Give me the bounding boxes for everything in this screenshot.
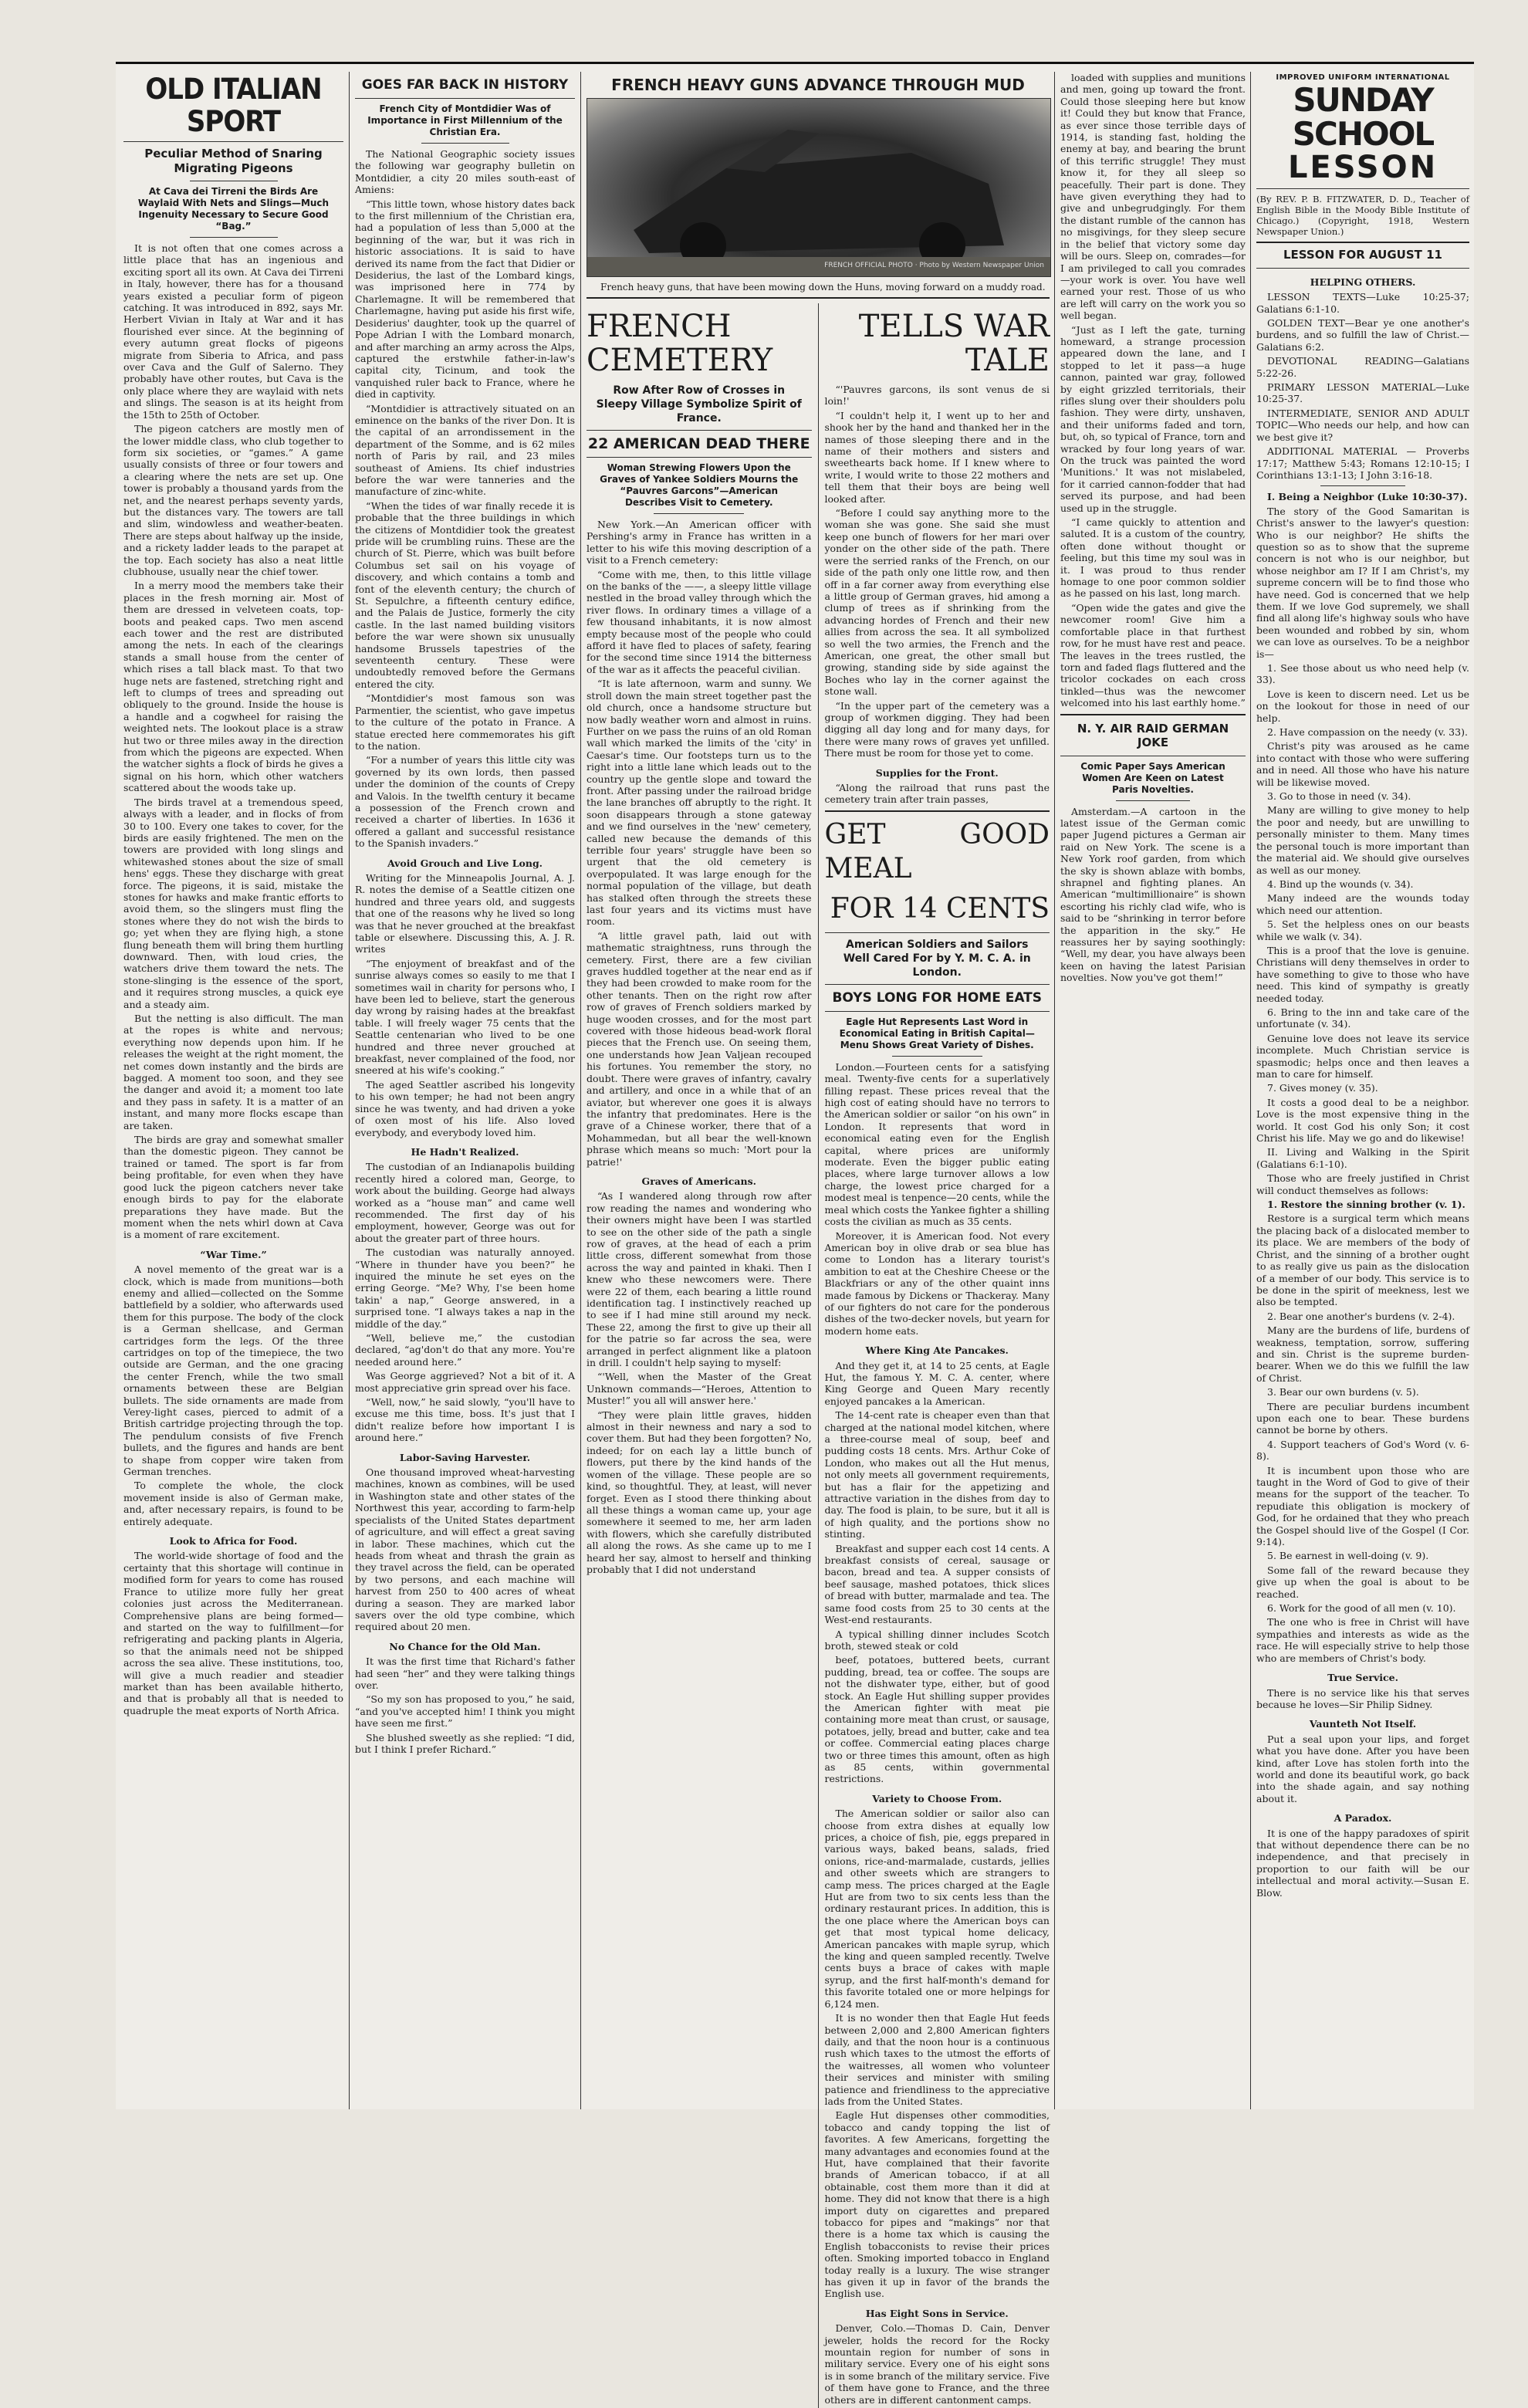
byline: (By REV. P. B. FITZWATER, D. D., Teacher of English Bible in the Moody Bible Institute of Chicago.) (Copyright, 1918, Western Newspaper Union.) [1256,194,1469,238]
headline-22-dead: 22 AMERICAN DEAD THERE [587,435,810,452]
paragraph: “So my son has proposed to you,” he said, “and you've accepted him! I think you might have seen me first.” [355,1693,575,1730]
article-body [123,242,343,1241]
paragraph: Put a seal upon your lips, and forget what you have done. After you have been kind, after Love has stolen forth into the world and done its beautiful work, go back into the shade again, and say nothing about it. [1256,1733,1469,1804]
paragraph: 4. Bind up the wounds (v. 34). [1267,878,1414,890]
paragraph: Many are willing to give money to help the poor and needy, but are unwilling to personally minister to them. Many times the personal touch is more important than the material aid. We should give ourselves as well as our money. [1256,804,1469,876]
newspaper-page [116,62,1474,2406]
headline-meal-1: GET GOOD MEAL [824,818,1050,884]
paragraph: This is a proof that the love is genuine. Christians will deny themselves in order to have something to give to those who have need. This kind of sympathy is greatly needed today. [1256,944,1469,1004]
paragraph: To complete the whole, the clock movement inside is also of German make, and, after necessary repairs, is found to be entirely adequate. [123,1480,343,1527]
paragraph: “In the upper part of the cemetery was a group of workmen digging. They had been digging all day long and for many days, for there were many rows of graves yet unfilled. There must be room for those yet to come. [824,699,1050,759]
subhead-true-service: True Service. [1327,1672,1398,1684]
cannon-illustration-icon [587,99,1050,276]
photo-credit: FRENCH OFFICIAL PHOTO · Photo by Western Newspaper Union [824,261,1044,269]
paragraph: One thousand improved wheat-harvesting machines, known as combines, will be used in Washington state and other states of the Northwest this year, according to farm-help specialists of the United States department of agriculture, and will effect a great saving in labor. These machines, which cut the heads from wheat and thrash the grain as they travel across the field, can be operated by two persons, and each machine will harvest from 250 to 400 acres of wheat during a season. They are marked labor savers over the old type combine, which required about 20 men. [355,1466,575,1633]
column-rule [1054,72,1055,2109]
deck-paris-novelties: Comic Paper Says American Women Are Keen on Latest Paris Novelties. [1080,760,1225,795]
subhead-harvester: Labor-Saving Harvester. [399,1451,531,1463]
paragraph: Love is keen to discern need. Let us be on the lookout for those in need of our help. [1256,688,1469,724]
deck-pigeons: Peculiar Method of Snaring Migrating Pigeons [144,147,323,175]
paragraph: “Just as I left the gate, turning homeward, a strange procession appeared down the lane, and I stopped to let it pass—a huge cannon, painted war gray, followed by eight grizzled territorials, their rifles slung over their shoulders polu fashion. They were dirty, unshaven, and their uniforms faded and torn, but, oh, so typical of France, torn and wracked by four long years of war. On the truck was painted the word 'Munitions.' It was not mislabeled, for it carried cannon-fodder that had served its purpose, and had been used up in the struggle. [1060,323,1246,514]
paragraph: New York.—An American officer with Pershing's army in France has written in a letter to his wife this moving description of a visit to a French cemetery: [587,519,812,566]
paragraph: II. Living and Walking in the Spirit (Galatians 6:1-10). [1256,1146,1469,1170]
column-3-4 [587,72,1050,2406]
subhead-eight-sons: Has Eight Sons in Service. [865,2307,1009,2319]
sunday-school-title: SUNDAY SCHOOL [1292,81,1434,154]
headline-history: GOES FAR BACK IN HISTORY [361,77,569,93]
golden-text: GOLDEN TEXT—Bear ye one another's burdens, and so fulfill the law of Christ.—Galatians 6:2. [1256,317,1469,353]
deck-ymca: American Soldiers and Sailors Well Cared For by Y. M. C. A. in London. [843,938,1031,979]
paragraph: The world-wide shortage of food and the certainty that this shortage will continue in modified form for years to come has roused France to utilize more fully her great colonies just across the Mediterranean. Comprehensive plans are being formed—and started on the way to fulfillment—for refrigerating and packing plants in Algeria, so that the animals need not be shipped across the sea alive. These institutions, too, will give a much readier and steadier market than has been available hitherto, and that is probably all that is needed to quadruple the meat exports of North Africa. [123,1550,343,1716]
paragraph: Breakfast and supper each cost 14 cents. A breakfast consists of cereal, sausage or bacon, bread and tea. A supper consists of beef sausage, mashed potatoes, thick slices of bread with butter, marmalade and tea. The same food costs from 25 to 30 cents at the West-end restaurants. [824,1542,1050,1626]
subhead-king-pancakes: Where King Ate Pancakes. [865,1344,1009,1357]
subhead-paradox: A Paradox. [1334,1812,1392,1825]
paragraph: “As I wandered along through row after row reading the names and wondering who their owners might have been I was startled to see on the other side of the path a single row of graves, at the head of each a prim little cross, different somewhat from those across the way and painted in khaki. Then I knew who these newcomers were. There were 22 of them, each bearing a little round identification tag. I instinctively reached up to see if I had mine still around my neck. These 22, among the first to give up their all for the patrie so far across the sea, were arranged in perfect alignment like a platoon in drill. I couldn't help saying to myself: [587,1190,812,1369]
column-1 [123,72,343,2109]
paragraph: 6. Bring to the inn and take care of the unfortunate (v. 34). [1256,1006,1469,1030]
lesson-title: LESSON [1287,150,1438,186]
paragraph: “Well, believe me,” the custodian declared, “ag'don't do that any more. You're needed around here.” [355,1332,575,1368]
paragraph: She blushed sweetly as she replied: “I did, but I think I prefer Richard.” [355,1731,575,1755]
paragraph: 3. Bear our own burdens (v. 5). [1267,1386,1419,1398]
paragraph: Those who are freely justified in Christ will conduct themselves as follows: [1256,1172,1469,1196]
lesson-text: ADDITIONAL MATERIAL — Proverbs 17:17; Matthew 5:43; Romans 12:10-15; I Corinthians 13:1-13; I John 3:16-18. [1256,445,1469,481]
lesson-date: LESSON FOR AUGUST 11 [1283,248,1442,262]
column-6 [1256,72,1469,2109]
subhead-realized: He Hadn't Realized. [411,1145,519,1158]
paragraph: I. Being a Neighbor (Luke 10:30-37). [1267,491,1468,503]
lesson-text: DEVOTIONAL READING—Galatians 5:22-26. [1256,355,1469,379]
paragraph: There are peculiar burdens incumbent upon each one to bear. These burdens cannot be borne by others. [1256,1400,1469,1436]
subhead-supplies: Supplies for the Front. [875,766,999,779]
paragraph: Denver, Colo.—Thomas D. Cain, Denver jeweler, holds the record for the Rocky mountain region for number of sons in military service. Every one of his eight sons is in some branch of the military service. Five of them have gone to France, and the three others are in different cantonment camps. [824,2322,1050,2406]
paragraph: The one who is free in Christ will have sympathies and interests as wide as the race. He will especially strive to help those who are members of Christ's body. [1256,1616,1469,1664]
paragraph: “They were plain little graves, hidden almost in their newness and nary a sod to cover them. But had they been forgotten? No, indeed; for on each lay a little bunch of flowers, put there by the kind hands of the women of the village. These people are so kind, so thoughtful. They, at least, will never forget. Even as I stood there thinking about all these things a woman came up, your age somewhere it seemed to me, her arm laden with flowers, which she carefully distributed all along the rows. As she came up to me I heard her say, almost to herself and thinking probably that I did not understand [587,1409,812,1575]
deck-eagle-hut: Eagle Hut Represents Last Word in Economical Eating in British Capital—Menu Shows Great Variety of Dishes. [839,1016,1035,1050]
paragraph: There is no service like his that serves because he loves—Sir Philip Sidney. [1256,1686,1469,1710]
paragraph: The aged Seattler ascribed his longevity to his own temper; he had not been angry since he was twenty, and had driven a yoke of oxen most of his life. Also loved everybody, and everybody loved him. [355,1078,575,1138]
subhead-graves: Graves of Americans. [641,1175,756,1187]
headline-cemetery-2: TELLS WAR TALE [858,309,1050,378]
column-rule [818,303,819,2408]
paragraph: The pigeon catchers are mostly men of the lower middle class, who club together to form six societies, or “games.” A game usually consists of three or four towers and a clearing where the nets are set up. One tower is probably a thousand yards from the net, and the nearest perhaps seventy yards, but the distances vary. The towers are tall and slim, windowless and weather-beaten. There are steps about halfway up the inside, and a rickety ladder leads to the parapet at the top. Each society has also a neat little clubhouse, usually near the chief tower. [123,423,343,577]
paragraph: The National Geographic society issues the following war geography bulletin on Montdidier, a city 20 miles south-east of Amiens: [355,148,575,196]
paragraph: And they get it, at 14 to 25 cents, at Eagle Hut, the famous Y. M. C. A. center, where King George and Queen Mary recently enjoyed pancakes a la American. [824,1359,1050,1407]
paragraph: 7. Gives money (v. 35). [1267,1082,1378,1094]
paragraph: “'Well, when the Master of the Great Unknown commands—“Heroes, Attention to Muster!” you all will answer here.' [587,1371,812,1407]
paragraph: 5. Be earnest in well-doing (v. 9). [1267,1550,1429,1562]
subhead-variety: Variety to Choose From. [872,1792,1002,1804]
paragraph: The birds travel at a tremendous speed, always with a leader, and in flocks of from 30 to 100. Every one takes to cover, for the birds are easily frightened. The men on the towers are provided with long slings and whitewashed stones about the size of small hens' eggs. These they discharge with great force. The pigeons, it is said, mistake the stones for hawks and make frantic efforts to avoid them, so the slingers must fling the stones where they do not wish the birds to go; yet when they are flying high, a stone flung beneath them will bring them hurtling downward. Then, with loud cries, the watchers drive them toward the nets. The stone-slinging is the essence of the sport, and it requires strong muscles, a quick eye and a steady aim. [123,796,343,1010]
paragraph: 3. Go to those in need (v. 34). [1267,790,1411,803]
subhead-grouch: Avoid Grouch and Live Long. [387,857,543,869]
paragraph: Many are the burdens of life, burdens of weakness, temptation, sorrow, suffering and sin. Christ is the supreme burden-bearer. When we do this we fulfill the law of Christ. [1256,1324,1469,1384]
deck-montdidier: French City of Montdidier Was of Importance in First Millennium of the Christian Era. [367,103,563,137]
subhead-war-time: “War Time.” [200,1248,267,1260]
paragraph: The custodian was naturally annoyed. “Where in thunder have you been?” he inquired the minute he set eyes on the erring George. “Me? Why, I'se been home takin' a nap,” George answered, in a surprised tone. “I always takes a nap in the middle of the day.” [355,1246,575,1330]
paragraph: 2. Have compassion on the needy (v. 33). [1267,726,1468,739]
paragraph: loaded with supplies and munitions and men, going up toward the front. Could those sleeping here but know it! Could they but know that France, as ever since those terrible days of 1914, is standing fast, holding the enemy at bay, and bearing the brunt of this terrific struggle! They must know it, for they all sleep so peacefully. Their part is done. They have given everything they had to give and unbegrudgingly. For them the distant rumble of the cannon has no misgivings, for they sleep secure in the belief that victory some day will be ours. Sleep on, comrades—for I am privileged to call you comrades—your work is over. You have well earned your rest. Those of us who are left will carry on the work you so well began. [1060,72,1246,322]
paragraph: In a merry mood the members take their places in the fresh morning air. Most of them are dressed in velveteen coats, top-boots and peaked caps. Two men ascend each tower and the rest are distributed among the nets. In each of the clearings stands a small house from the center of which rises a tall black mast. To that two huge nets are fastened, stretching right and left to clumps of trees and spreading out obliquely to the ground. Inside the house is a handle and a cogwheel for raising the weighted nets. The lookout place is a straw hut two or three miles away in the direction from which the pigeons are expected. When the watcher sights a flock of birds he gives a signal on his horn, which other watchers scattered about the woods take up. [123,580,343,794]
subhead-old-man: No Chance for the Old Man. [389,1640,541,1652]
paragraph: 1. Restore the sinning brother (v. 1). [1267,1199,1465,1211]
lesson-topic: HELPING OTHERS. [1310,276,1416,288]
paragraph: But the netting is also difficult. The man at the ropes is white and nervous; everything now depends upon him. If he releases the weight at the right moment, the net comes down instantly and the birds are bagged. A moment too soon, and they see the danger and avoid it; a moment too late and they pass in safety. It is a matter of an instant, and many more flocks escape than are taken. [123,1013,343,1131]
deck-cava: At Cava dei Tirreni the Birds Are Waylaid With Nets and Slings—Much Ingenuity Necessary to Secure Good “Bag.” [137,186,330,232]
paragraph: “This little town, whose history dates back to the first millennium of the Christian era, had a population of less than 5,000 at the beginning of the war, but it was rich in historic associations. It is said to have derived its name from the fact that Didier or Desiderius, the last of the Lombard kings, was imprisoned here in 774 by Charlemagne. It will be remembered that Charlemagne, having put aside his first wife, Desiderius' daughter, took up the quarrel of Pope Adrian I with the Lombard monarch, and after marching an army across the Alps, captured the erstwhile father-in-law's capital city, Ticinum, and took the vanquished ruler back to France, where he died in captivity. [355,198,575,401]
paragraph: Eagle Hut dispenses other commodities, tobacco and candy topping the list of favorites. A few Americans, forgetting the many advantages and economies found at the Hut, have complained that their favorite brands of American tobacco, if at all obtainable, cost them more than it did at home. They did not know that there is a high import duty on cigarettes and prepared tobacco for pipes and “makings” nor that there is a home tax which is causing the English tobacconists to revise their prices often. Smoking imported tobacco in England today really is a luxury. The wise stranger has given it up in favor of the brands the English use. [824,2109,1050,2300]
column-rule [580,72,581,2109]
paragraph: 1. See those about us who need help (v. 33). [1256,662,1469,686]
paragraph: London.—Fourteen cents for a satisfying meal. Twenty-five cents for a superlatively filling repast. These prices reveal that the high cost of eating should have no terrors to the American soldier or sailor “on his own” in London. It represents that word in economical eating even for the English capital, where prices are uniformly moderate. Even the bigger public eating places, where large turnover allows a low charge, the lowest price charged for a modest meal is tenpence—20 cents, while the meal which costs the Yankee fighter a shilling costs the civilian as much as 35 cents. [824,1060,1050,1228]
paragraph: Was George aggrieved? Not a bit of it. A most appreciative grin spread over his face. [355,1370,575,1394]
paragraph: “When the tides of war finally recede it is probable that the three buildings in which the citizens of Montdidier took the greatest pride will be crumbling ruins. These are the church of St. Pierre, which was built before Columbus set sail on his voyage of discovery, and which contains a tomb and font of the eleventh century; the church of St. Sepulchre, a fifteenth century edifice, and the Palais de Justice, formerly the city castle. In the last named building visitors before the war were shown six unusually handsome Brussels tapestries of the seventeenth century. These were undoubtedly removed before the Germans entered the city. [355,499,575,690]
paragraph: A novel memento of the great war is a clock, which is made from munitions—both enemy and allied—collected on the Somme battlefield by a soldier, who afterwards used them for this purpose. The body of the clock is a German shellcase, and German cartridges form the legs. Of the three cartridges on top of the timepiece, the two outside are German, and the one gracing the center French, while the two small ornaments between these are Belgian bullets. The side ornaments are made from Verey-light cases, pierced to admit of a British cartridge projecting through the top. The pendulum consists of five French bullets, and the figures and hands are bent to shape from copper wire taken from German trenches. [123,1263,343,1478]
paragraph: “'Pauvres garcons, ils sont venus de si loin!' [824,384,1050,408]
paragraph: “For a number of years this little city was governed by its own lords, then passed under the dominion of the counts of Crepy and Valois. In the twelfth century it became a possession of the French crown and received a charter of liberties. In 1636 it offered a gallant and successful resistance to the Spanish invaders.” [355,754,575,850]
headline-old-italian-sport: OLD ITALIAN SPORT [145,73,322,139]
paragraph: beef, potatoes, buttered beets, currant pudding, bread, tea or coffee. The soups are not the dishwater type, either, but of good stock. An Eagle Hut shilling supper provides the American fighter with meat pie containing more meat than crust, or sausage, potatoes, jelly, bread and butter, cake and tea or coffee. Commercial eating places charge two or three times this amount, often as high as 85 cents, within governmental restrictions. [824,1654,1050,1785]
paragraph: Genuine love does not leave its service incomplete. Much Christian service is spasmodic; helps once and then leaves a man to care for himself. [1256,1032,1469,1080]
paragraph: “Before I could say anything more to the woman she was gone. She said she must keep one bunch of flowers for her mari over yonder on the other side of the path. There were the serried ranks of the French, on our side of the path only one little row, and then off in a far corner away from everything else a little group of German graves, hid among a clump of trees as if shrinking from the advancing hordes of French and their new allies from across the sea. It all symbolized so well the two armies, the French and the American, one great, the other small but growing, standing side by side against the Boches who lay in the corner against the stone wall. [824,507,1050,698]
paragraph: “Well, now,” he said slowly, “you'll have to excuse me this time, boss. It's just that I didn't realize before how important I is around here.” [355,1396,575,1444]
paragraph: “It is late afternoon, warm and sunny. We stroll down the main street together past the old church, once a handsome structure but now badly weather worn and almost in ruins. Further on we pass the ruins of an old Roman wall which marked the limits of the 'city' in Caesar's time. Our footsteps turn us to the right into a little lane which leads out to the country up the gentle slope and toward the front. After passing under the railroad bridge the lane branches off abruptly to the right. It soon disappears through a stone gateway and we find ourselves in the 'new' cemetery, called new because the demands of this terrible four years' struggle have been so urgent that the old cemetery is overpopulated. It was large enough for the normal population of the village, but death has stalked often through the streets these last four years and its victims must have room. [587,678,812,928]
deck-woman-flowers: Woman Strewing Flowers Upon the Graves of Yankee Soldiers Mourns the “Pauvres Garcons”—American Describes Visit to Cemetery. [600,462,799,508]
paragraph: It is not often that one comes across a little place that has an ingenious and exciting sport all its own. At Cava dei Tirreni in Italy, however, there has for a thousand years existed a peculiar form of pigeon catching. It was introduced in 892, says Mr. Herbert Vivian in Italy at War and it has flourished ever since. At the beginning of every autumn great flocks of pigeons migrate from Siberia to Africa, and pass over Cava and the Gulf of Salerno. They probably have other routes, but Cava is the only place where they are waylaid with nets and slings. The season is at its height from the 15th to 25th of October. [123,242,343,421]
paragraph: Christ's pity was aroused as he came into contact with those who were suffering and in need. All those who have his nature will be likewise moved. [1256,740,1469,788]
paragraph: “A little gravel path, laid out with mathematic straightness, runs through the cemetery. First, there are a few civilian graves huddled together at the near end as if they had been crowded to make room for the other tenants. Then on the right row after row of graves of French soldiers marked by huge wooden crosses, and for the most part covered with those hideous bead-work floral pieces that the French use. On seeing them, one understands how Jean Valjean recouped his fortunes. You remember the story, no doubt. There were graves of infantry, cavalry and artillery, and once in a while that of an aviator, but wherever one goes it is always the infantry that predominates. Here is the grave of a Chinese worker, there that of a Mohammedan, but all bear the well-known phrase which means so much: 'Mort pour la patrie!' [587,929,812,1168]
paragraph: Restore is a surgical term which means the placing back of a dislocated member to its place. We are members of the body of Christ, and the sinning of a brother ought to as really give us pain as the dislocation of a member of our body. This service is to be done in the spirit of meekness, lest we also be tempted. [1256,1212,1469,1308]
paragraph: Some fall of the reward because they give up when the goal is about to be reached. [1256,1564,1469,1600]
subhead-africa: Look to Africa for Food. [169,1535,298,1547]
paragraph: It costs a good deal to be a neighbor. Love is the most expensive thing in the world. It cost God his only Son; it cost Christ his life. May we go and do likewise! [1256,1096,1469,1145]
paragraph: “Come with me, then, to this little village on the banks of the ——, a sleepy little village nestled in the broad valley through which the river flows. In ordinary times a village of a few thousand inhabitants, it is now almost empty because most of the people who could afford it have fled to places of safety, fearing for the second time since 1914 the bitterness of the war as it affects the peaceful civilian. [587,568,812,675]
headline-air-raid-joke: N. Y. AIR RAID GERMAN JOKE [1077,721,1229,749]
paragraph: “Open wide the gates and give the newcomer room! Give him a comfortable place in that furthest row, for he must have rest and peace. The leaves in the trees rustled, the torn and faded flags fluttered and the tricolor cockades on each cross tinkled—thus was the newcomer welcomed into his last earthly home.” [1060,601,1246,709]
paragraph: The 14-cent rate is cheaper even than that charged at the national model kitchen, where a three-course meal of soup, beef and pudding costs 18 cents. Mrs. Arthur Coke of London, who makes out all the Hut menus, not only meets all government requirements, but has a flair for the appetizing and attractive variation in the dishes from day to day. The food is plain, to be sure, but it all is of high quality, and the portions show no stinting. [824,1409,1050,1541]
paragraph: The story of the Good Samaritan is Christ's answer to the lawyer's question: Who is our neighbor? He shifts the question so as to show that the supreme concern is not who is our neighbor, but whose neighbor am I? If I am Christ's, my supreme concern will be to find those who have need. God is concerned that we help them. If we love God supremely, we shall find all along life's highway souls who have been wounded and robbed by sin, whom we can love as ourselves. To be a neighbor is— [1256,505,1469,660]
paragraph: It is one of the happy paradoxes of spirit that without dependence there can be no independence, and that precisely in proportion to our faith will be our intellectual and moral activity.—Susan E. Blow. [1256,1827,1469,1899]
paragraph: The birds are gray and somewhat smaller than the domestic pigeon. They cannot be trained or tamed. The sport is far from being profitable, for even when they have good luck the pigeon catchers never take enough birds to pay for the elaborate preparations they have made. But the moment when the nets whirl down at Cava is a moment of rare excitement. [123,1134,343,1241]
cemetery-right [825,303,1050,2408]
paragraph: The custodian of an Indianapolis building recently hired a colored man, George, to work about the building. George had always worked as a “house man” and came well recommended. The first day of his employment, however, George was out for about the greater part of three hours. [355,1161,575,1244]
paragraph: It was the first time that Richard's father had seen “her” and they were talking things over. [355,1656,575,1691]
column-5 [1060,72,1246,2109]
paragraph: “I came quickly to attention and saluted. It is a custom of the country, often done without thought or feeling, but this time my soul was in it. I was proud to thus render homage to one poor common soldier as he passed on his last, long march. [1060,516,1246,600]
paragraph: It is no wonder then that Eagle Hut feeds between 2,000 and 2,800 American fighters daily, and that the noon hour is a continuous rush which taxes to the utmost the efforts of the waitresses, all women who volunteer their services and minister with smiling patience and friendliness to the appreciative lads from the United States. [824,2012,1050,2107]
paragraph: A typical shilling dinner includes Scotch broth, stewed steak or cold [824,1628,1050,1652]
paragraph: Moreover, it is American food. Not every American boy in olive drab or sea blue has come to London has a literary tourist's ambition to eat at the Cheshire Cheese or the Blackfriars or any of the other quaint inns made famous by Dickens or Thackeray. Many of our fighters do not care for the ponderous dishes of the two-decker novels, but yearn for modern home eats. [824,1229,1050,1337]
paragraph: 2. Bear one another's burdens (v. 2-4). [1267,1310,1455,1322]
lesson-text: LESSON TEXTS—Luke 10:25-37; Galatians 6:1-10. [1256,291,1469,315]
photo-caption: French heavy guns, that have been mowing down the Huns, moving forward on a muddy road. [600,282,1046,293]
improved-uniform: IMPROVED UNIFORM INTERNATIONAL [1276,73,1450,82]
column-2 [355,72,575,2109]
lesson-text: INTERMEDIATE, SENIOR AND ADULT TOPIC—Who needs our help, and how can we best give it? [1256,407,1469,443]
paragraph: It is incumbent upon those who are taught in the Word of God to give of their means for the support of the teacher. To repudiate this obligation is mockery of God, for he ordained that they who preach the Gospel should live of the Gospel (I Cor. 9:14). [1256,1464,1469,1548]
headline-home-eats: BOYS LONG FOR HOME EATS [832,989,1043,1006]
column-rule [1250,72,1251,2109]
lesson-text: PRIMARY LESSON MATERIAL—Luke 10:25-37. [1256,381,1469,405]
column-rule [349,72,350,2109]
deck-crosses: Row After Row of Crosses in Sleepy Village Symbolize Spirit of France. [596,384,802,424]
paragraph: “Montdidier's most famous son was Parmentier, the scientist, who gave impetus to the culture of the potato in France. A statue erected here commemorates his gift to the nation. [355,692,575,752]
cemetery-left [587,303,812,2408]
headline-meal-2: FOR 14 CENTS [830,892,1050,925]
paragraph: “Montdidier is attractively situated on an eminence on the banks of the river Don. It is the capital of an arrondissement in the department of the Somme, and is 62 miles north of Paris by rail, and 23 miles southeast of Amiens. Its chief industries before the war were tanneries and the manufacture of zinc-white. [355,402,575,498]
headline-cemetery-1: FRENCH CEMETERY [587,309,773,378]
headline-heavy-guns: FRENCH HEAVY GUNS ADVANCE THROUGH MUD [611,76,1025,94]
paragraph: 4. Support teachers of God's Word (v. 6-8). [1256,1438,1469,1463]
paragraph: “Along the railroad that runs past the cemetery train after train passes, [824,782,1050,806]
photo-french-guns [587,98,1051,277]
paragraph: The American soldier or sailor also can choose from extra dishes at equally low prices, a choice of fish, pie, eggs prepared in various ways, baked beans, salads, fried onions, rice-and-marmalade, custards, jellies and other sweets which are strangers to camp mess. The prices charged at the Eagle Hut are from two to six cents less than the ordinary restaurant prices. In addition, this is the one place where the American boys can get that most typical home delicacy, American pancakes with maple syrup, which the king and queen sampled recently. Twelve cents buys a brace of cakes with maple syrup, and the first half-month's demand for this favorite totaled one or more helpings for 6,124 men. [824,1808,1050,2010]
paragraph: Many indeed are the wounds today which need our attention. [1256,892,1469,916]
paragraph: Writing for the Minneapolis Journal, A. J. R. notes the demise of a Seattle citizen one hundred and three years old, and suggests that one of the reasons why he lived so long was that he never grouched at the breakfast table or elsewhere. Discussing this, A. J. R. writes [355,871,575,955]
paragraph: Amsterdam.—A cartoon in the latest issue of the German comic paper Jugend pictures a German air raid on New York. The scene is a New York roof garden, from which the sky is shown ablaze with bombs, shrapnel and fighting planes. An American “multimillionaire” is shown escorting his richly clad wife, who is said to be “shrinking in terror before the apparition in the sky.” He reassures her by saying soothingly: “Well, my dear, you have always been keen on having the latest Parisian novelties. Now you've got them!” [1060,805,1246,984]
paragraph: “The enjoyment of breakfast and of the sunrise always comes so easily to me that I sometimes wail in charity for persons who, I have been led to believe, start the generous day wrong by raising hades at the breakfast table. I will freely wager 75 cents that the Seattle centenarian who lived to be one hundred and three never grouched at breakfast, never complained of the food, nor sneered at his wife's cooking.” [355,957,575,1077]
paragraph: “I couldn't help it, I went up to her and shook her by the hand and thanked her in the names of those sleeping there and in the name of their mothers and sisters and sweethearts back home. If I knew where to write, I would write to those 22 mothers and tell them that their boys are being well looked after. [824,409,1050,505]
subhead-vaunteth: Vaunteth Not Itself. [1309,1718,1417,1730]
paragraph: 5. Set the helpless ones on our beasts while we walk (v. 34). [1256,918,1469,942]
paragraph: 6. Work for the good of all men (v. 10). [1267,1602,1456,1615]
